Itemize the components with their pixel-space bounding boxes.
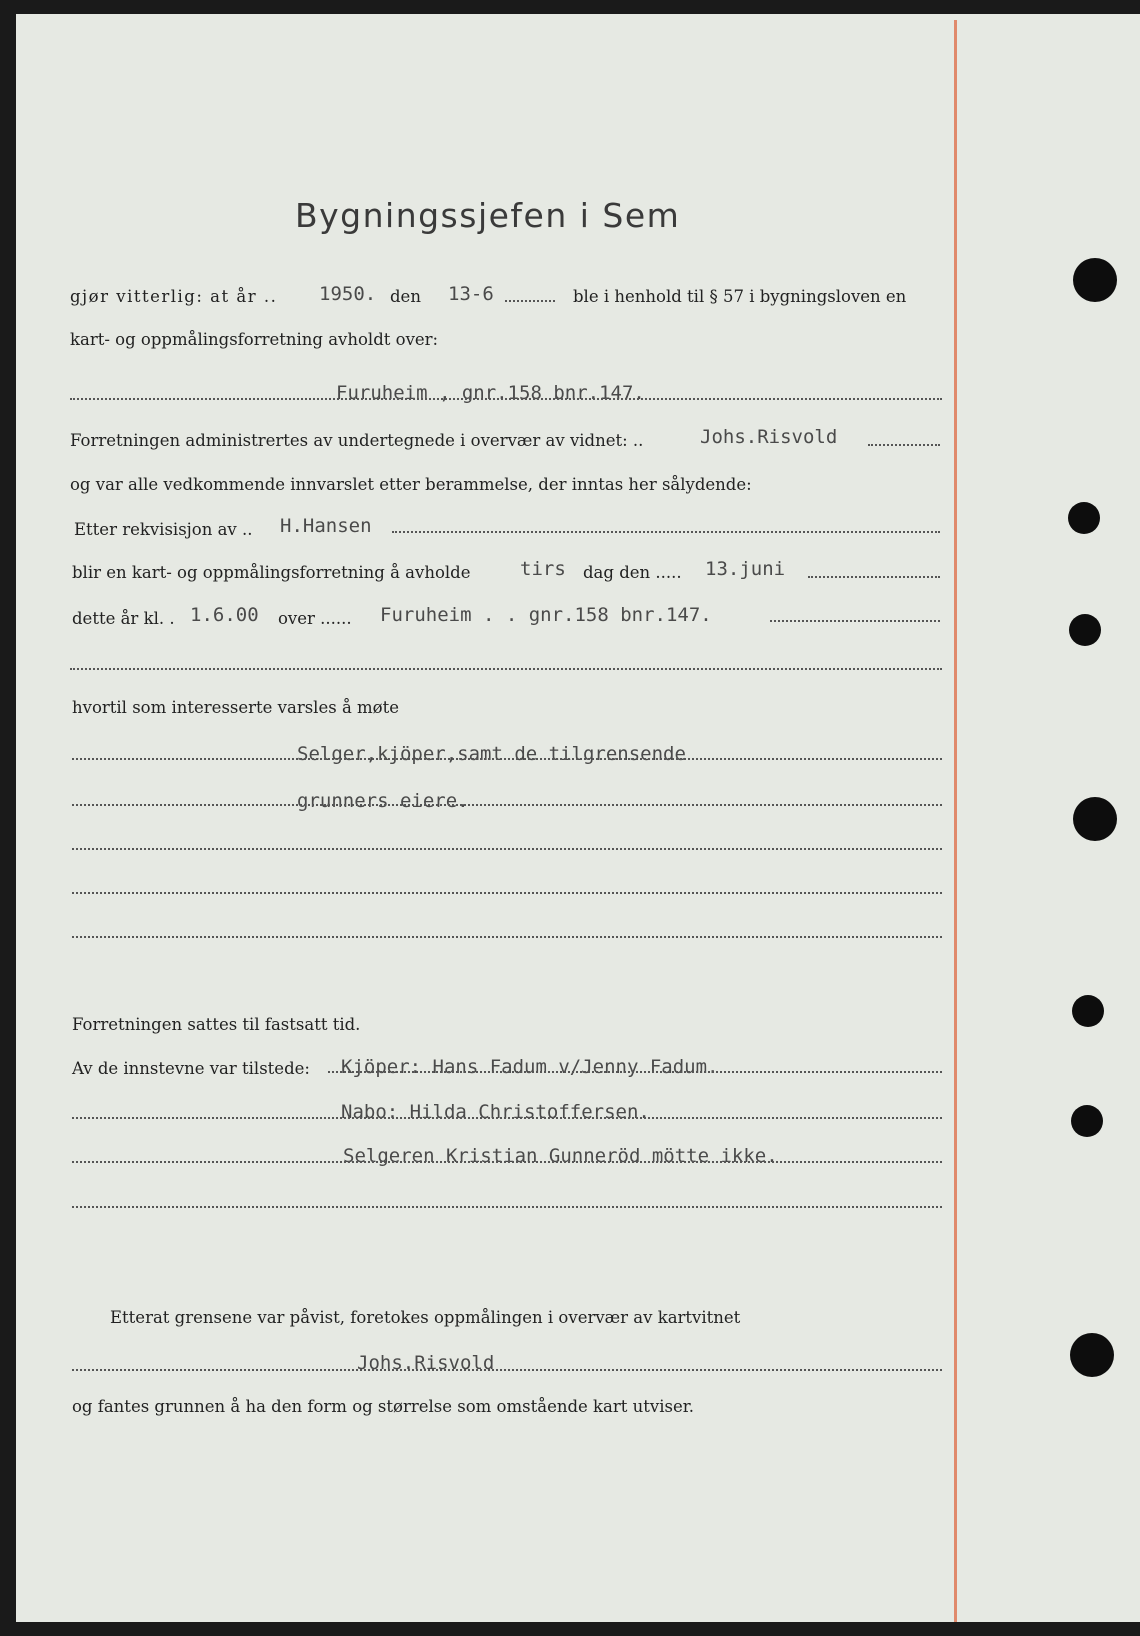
map-witness-value: Johs.Risvold bbox=[357, 1352, 495, 1374]
red-margin-line bbox=[954, 20, 957, 1622]
invited-dots-2 bbox=[72, 804, 942, 806]
date-dots bbox=[505, 300, 555, 302]
invited-dots-1 bbox=[72, 758, 942, 760]
present-dots-1 bbox=[328, 1071, 942, 1073]
over-label: over ...... bbox=[278, 609, 352, 628]
blank-line bbox=[72, 892, 942, 894]
blank-line bbox=[72, 848, 942, 850]
place-value: Furuheim . . gnr.158 bnr.147. bbox=[380, 604, 712, 626]
den-label: den bbox=[390, 287, 421, 306]
witness-value: Johs.Risvold bbox=[700, 426, 838, 448]
line1-trail: ble i henhold til § 57 i bygningsloven en bbox=[573, 287, 907, 306]
held-text: Forretningen sattes til fastsatt tid. bbox=[72, 1015, 361, 1034]
present-line-1: Kjöper: Hans Fadum v/Jenny Fadum. bbox=[341, 1056, 719, 1078]
present-dots-2 bbox=[72, 1117, 942, 1119]
year-value: 1950. bbox=[319, 283, 377, 305]
line1-lead: gjør vitterlig: at år .. bbox=[70, 287, 278, 306]
day-mid: dag den ..... bbox=[583, 563, 682, 582]
day-date-value: 13.juni bbox=[705, 558, 786, 580]
witness-dots bbox=[868, 444, 940, 446]
punch-hole bbox=[1073, 258, 1117, 302]
document-sheet bbox=[16, 14, 1140, 1622]
notified-text: og var alle vedkommende innvarslet etter berammelse, der inntas her sålydende: bbox=[70, 475, 752, 494]
property-dots bbox=[70, 398, 942, 400]
after-text: Etterat grensene var påvist, foretokes oppmålingen i overvær av kartvitnet bbox=[110, 1308, 741, 1327]
req-lead: Etter rekvisisjon av .. bbox=[74, 520, 253, 539]
page-title: Bygningssjefen i Sem bbox=[295, 196, 681, 235]
blank-line bbox=[72, 936, 942, 938]
place-dots bbox=[770, 620, 940, 622]
present-line-2: Nabo: Hilda Christoffersen. bbox=[341, 1101, 650, 1123]
requester-dots bbox=[392, 531, 940, 533]
present-line-3: Selgeren Kristian Gunneröd mötte ikke. bbox=[343, 1145, 778, 1167]
time-value: 1.6.00 bbox=[190, 604, 259, 626]
invited-label: hvortil som interesserte varsles å møte bbox=[72, 698, 399, 717]
punch-hole bbox=[1071, 1105, 1103, 1137]
punch-hole bbox=[1072, 995, 1104, 1027]
date-value: 13-6 bbox=[448, 283, 494, 305]
punch-hole bbox=[1068, 502, 1100, 534]
admin-lead: Forretningen administrertes av undertegnede i overvær av vidnet: .. bbox=[70, 431, 644, 450]
property-value: Furuheim , gnr.158 bnr.147. bbox=[336, 382, 645, 404]
invited-line-2: grunners eiere. bbox=[297, 790, 469, 812]
time-lead: dette år kl. . bbox=[72, 609, 175, 628]
day-dots bbox=[808, 576, 940, 578]
final-text: og fantes grunnen å ha den form og størrelse som omstående kart utviser. bbox=[72, 1397, 695, 1416]
weekday-value: tirs bbox=[520, 558, 566, 580]
punch-hole bbox=[1073, 797, 1117, 841]
requester-value: H.Hansen bbox=[280, 515, 372, 537]
blank-line bbox=[72, 1206, 942, 1208]
punch-hole bbox=[1070, 1333, 1114, 1377]
punch-hole bbox=[1069, 614, 1101, 646]
present-dots-3 bbox=[72, 1161, 942, 1163]
line2-text: kart- og oppmålingsforretning avholdt over: bbox=[70, 330, 439, 349]
day-lead: blir en kart- og oppmålingsforretning å avholde bbox=[72, 563, 471, 582]
invited-line-1: Selger,kjöper,samt de tilgrensende bbox=[297, 743, 686, 765]
blank-line bbox=[70, 668, 942, 670]
map-witness-dots bbox=[72, 1369, 942, 1371]
present-label: Av de innstevne var tilstede: bbox=[72, 1059, 310, 1078]
